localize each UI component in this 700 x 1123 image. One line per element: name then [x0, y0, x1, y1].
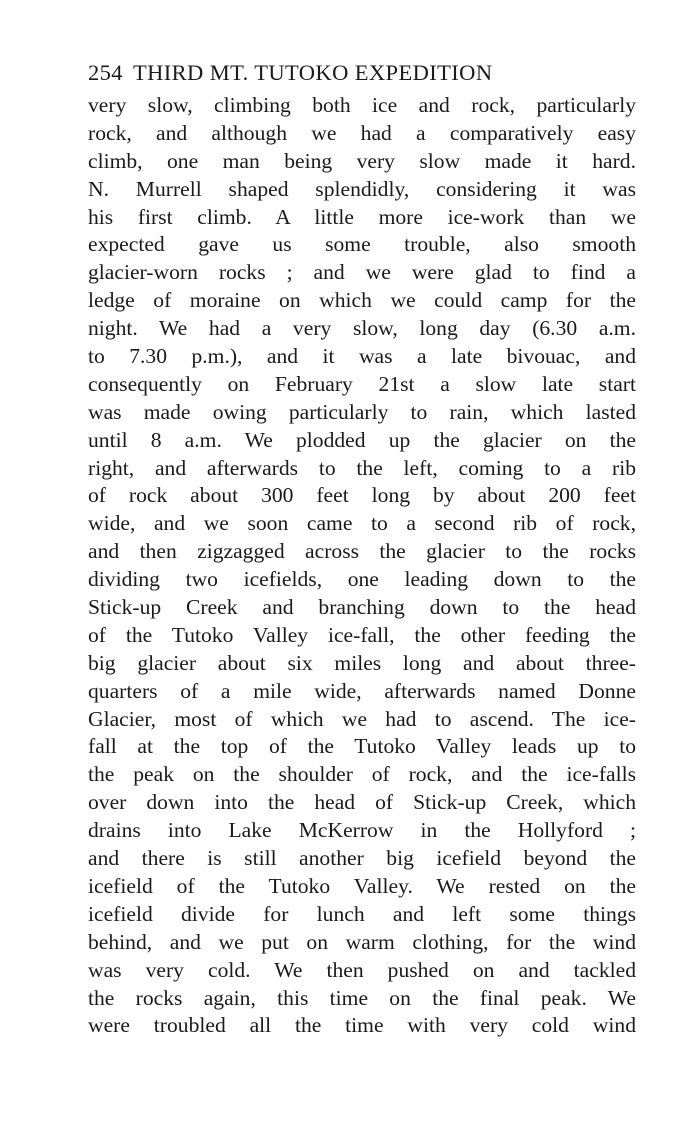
text-line: were troubled all the time with very cold wind — [88, 1013, 636, 1038]
text-line: very slow, climbing both ice and rock, particularly — [88, 93, 636, 117]
text-line: the peak on the shoulder of rock, and the ice-falls — [88, 762, 636, 787]
text-line: fall at the top of the Tutoko Valley leads up to — [88, 734, 636, 759]
text-line: rock, and although we had a comparatively easy — [88, 120, 636, 145]
text-line: drains into Lake McKerrow in the Hollyford ; — [88, 818, 636, 843]
text-line: of the Tutoko Valley ice-fall, the other feeding the — [88, 622, 636, 647]
text-line: his first climb. A little more ice-work than we — [88, 204, 636, 229]
running-head — [88, 58, 636, 88]
text-line: until 8 a.m. We plodded up the glacier on the — [88, 427, 636, 452]
text-line: icefield of the Tutoko Valley. We rested on the — [88, 873, 636, 898]
text-line: icefield divide for lunch and left some things — [88, 901, 636, 926]
running-title: THIRD MT. TUTOKO EXPEDITION — [132, 60, 493, 85]
text-line: N. Murrell shaped splendidly, considering it was — [88, 176, 636, 201]
text-line: climb, one man being very slow made it hard. — [88, 148, 636, 173]
book-page — [88, 58, 636, 1040]
text-line: to 7.30 p.m.), and it was a late bivouac, and — [88, 344, 636, 369]
text-line: dividing two icefields, one leading down to the — [88, 567, 636, 592]
text-line: was made owing particularly to rain, which lasted — [88, 399, 636, 424]
text-line: expected gave us some trouble, also smooth — [88, 232, 636, 257]
text-line: Stick-up Creek and branching down to the head — [88, 595, 636, 620]
body-text — [88, 92, 636, 1040]
text-line: was very cold. We then pushed on and tackled — [88, 957, 636, 982]
text-line: big glacier about six miles long and about three- — [88, 650, 636, 675]
text-line: consequently on February 21st a slow late start — [88, 371, 636, 396]
text-line: the rocks again, this time on the final peak. We — [88, 985, 636, 1010]
text-line: night. We had a very slow, long day (6.30 a.m. — [88, 316, 636, 341]
text-line: quarters of a mile wide, afterwards named Donne — [88, 678, 636, 703]
text-line: glacier-worn rocks ; and we were glad to find a — [88, 260, 636, 285]
text-line: ledge of moraine on which we could camp for the — [88, 288, 636, 313]
text-line: Glacier, most of which we had to ascend. The ice- — [88, 706, 636, 731]
text-line: and then zigzagged across the glacier to the rocks — [88, 539, 636, 564]
page-number: 254 — [88, 60, 123, 85]
text-line: and there is still another big icefield beyond the — [88, 846, 636, 871]
text-line: over down into the head of Stick-up Creek, which — [88, 790, 636, 815]
text-line: right, and afterwards to the left, coming to a rib — [88, 455, 636, 480]
text-line: wide, and we soon came to a second rib of rock, — [88, 511, 636, 536]
text-line: behind, and we put on warm clothing, for the wind — [88, 929, 636, 954]
text-line: of rock about 300 feet long by about 200 feet — [88, 483, 636, 508]
